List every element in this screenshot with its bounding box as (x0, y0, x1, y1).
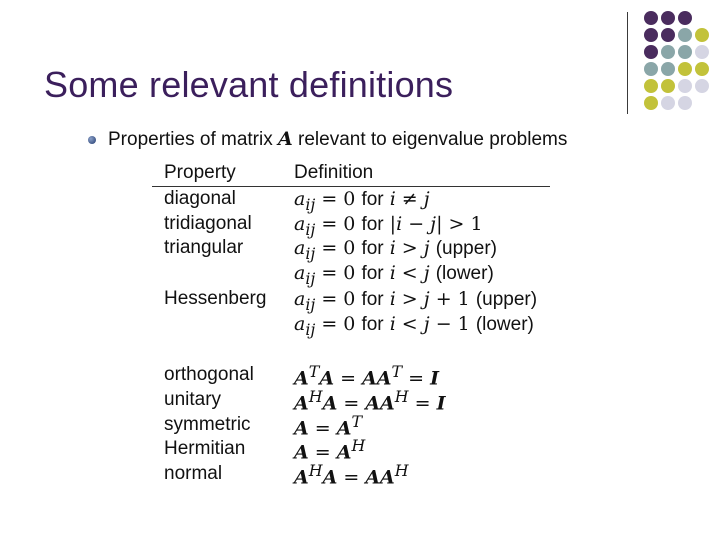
definition-orthogonal: $A^TA = AA^T = I$ (294, 362, 439, 390)
decor-dot (644, 28, 658, 42)
definition-unitary: $A^HA = AA^H = I$ (294, 387, 446, 415)
property-hermitian: Hermitian (164, 438, 246, 459)
decor-dot (661, 11, 675, 25)
decor-dot (695, 79, 709, 93)
definition-hessenberg-lower: $a_{ij} = 0$ for i < j − 1 (lower) (294, 313, 534, 339)
dot-grid-decoration (640, 11, 720, 121)
column-header-definition: Definition (294, 162, 374, 183)
decor-dot (678, 79, 692, 93)
matrix-symbol: A (278, 128, 293, 150)
header-rule (152, 186, 550, 187)
definition-symmetric: $A = A^T$ (294, 412, 363, 440)
definition-triangular-lower: $a_{ij} = 0$ for i < j (lower) (294, 262, 494, 288)
definition-hessenberg-upper: $a_{ij} = 0$ for i > j + 1 (upper) (294, 288, 538, 314)
property-normal: normal (164, 463, 223, 484)
decor-dot (695, 45, 709, 59)
decor-dot (661, 96, 675, 110)
decor-dot (695, 62, 709, 76)
decor-dot (678, 28, 692, 42)
bullet-text-prefix: Properties of matrix (108, 129, 278, 150)
decor-dot (678, 11, 692, 25)
definition-diagonal: $a_{ij} = 0$ for i ≠ j (294, 188, 430, 214)
title-divider (627, 12, 628, 114)
bullet-text (108, 128, 567, 151)
decor-dot (661, 62, 675, 76)
property-orthogonal: orthogonal (164, 364, 254, 385)
property-unitary: unitary (164, 389, 222, 410)
bullet-icon (88, 136, 96, 144)
decor-dot (644, 62, 658, 76)
definition-normal: $A^HA = AA^H$ (294, 461, 409, 489)
decor-dot (644, 11, 658, 25)
decor-dot (661, 28, 675, 42)
decor-dot (678, 96, 692, 110)
decor-dot (644, 79, 658, 93)
property-diagonal: diagonal (164, 188, 236, 209)
bullet-text-suffix: relevant to eigenvalue problems (292, 129, 568, 150)
decor-dot (661, 45, 675, 59)
definition-triangular-upper: $a_{ij} = 0$ for i > j (upper) (294, 237, 497, 263)
property-symmetric: symmetric (164, 414, 251, 435)
decor-dot (661, 79, 675, 93)
property-hessenberg: Hessenberg (164, 288, 267, 309)
decor-dot (644, 96, 658, 110)
decor-dot (644, 45, 658, 59)
property-tridiagonal: tridiagonal (164, 213, 252, 234)
slide-title: Some relevant definitions (44, 64, 454, 105)
property-triangular: triangular (164, 237, 244, 258)
decor-dot (695, 28, 709, 42)
column-header-property: Property (164, 162, 236, 183)
definitions-panel (82, 118, 602, 498)
decor-dot (678, 45, 692, 59)
definition-tridiagonal: $a_{ij} = 0$ for |i − j| > 1 (294, 213, 483, 239)
decor-dot (678, 62, 692, 76)
definition-hermitian: $A = A^H$ (294, 436, 366, 464)
